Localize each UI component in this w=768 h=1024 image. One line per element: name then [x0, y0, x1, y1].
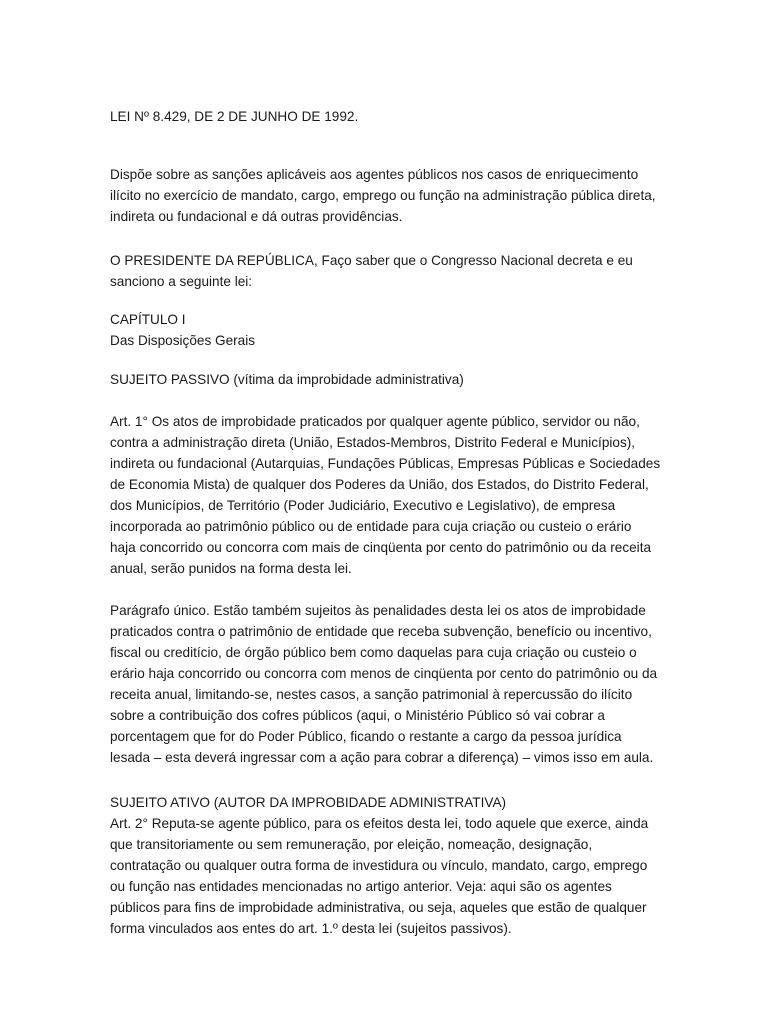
- sole-paragraph-line: erário haja concorrido ou concorra com menos de cinqüenta por cento do patrimônio ou da: [110, 666, 658, 681]
- preamble-paragraph: [110, 250, 670, 292]
- sole-paragraph-line: porcentagem que for do Poder Público, ficando o restante a cargo da pessoa jurídica: [110, 729, 622, 744]
- chapter-number: CAPÍTULO I: [110, 312, 186, 327]
- section-heading-text: SUJEITO ATIVO (AUTOR DA IMPROBIDADE ADMINISTRATIVA): [110, 795, 507, 810]
- article-2-line: públicos para fins de improbidade administrativa, ou seja, aqueles que estão de qualquer: [110, 900, 647, 915]
- article-1-line: contra a administração direta (União, Estados-Membros, Distrito Federal e Municípios),: [110, 435, 636, 450]
- article-1-line: indireta ou fundacional (Autarquias, Fundações Públicas, Empresas Públicas e Sociedades: [110, 456, 661, 471]
- ementa-paragraph: [110, 164, 670, 227]
- sole-paragraph-line: sobre a contribuição dos cofres públicos (aqui, o Ministério Público só vai cobrar a: [110, 708, 605, 723]
- law-title: [110, 106, 670, 127]
- sole-paragraph-line: receita anual, limitando-se, nestes casos, a sanção patrimonial à repercussão do ilícito: [110, 687, 633, 702]
- article-2-line: Art. 2° Reputa-se agente público, para os efeitos desta lei, todo aquele que exerce, ainda: [110, 816, 649, 831]
- ementa-line: Dispõe sobre as sanções aplicáveis aos agentes públicos nos casos de enriquecimento: [110, 167, 639, 182]
- sole-paragraph-line: lesada – esta deverá ingressar com a ação para cobrar a diferença) – vimos isso em aula.: [110, 750, 654, 765]
- article-2-line: ou função nas entidades mencionadas no artigo anterior. Veja: aqui são os agentes: [110, 879, 612, 894]
- article-2-line: contratação ou qualquer outra forma de investidura ou vínculo, mandato, cargo, emprego: [110, 858, 648, 873]
- sole-paragraph: [110, 600, 670, 768]
- section-heading-text: SUJEITO PASSIVO (vítima da improbidade administrativa): [110, 372, 464, 387]
- section-sujeito-ativo: [110, 792, 670, 939]
- article-1-paragraph: [110, 411, 670, 579]
- preamble-line: O PRESIDENTE DA REPÚBLICA, Faço saber que o Congresso Nacional decreta e eu: [110, 253, 633, 268]
- ementa-line: ilícito no exercício de mandato, cargo, emprego ou função na administração pública direta,: [110, 188, 656, 203]
- article-1-line: haja concorrido ou concorra com mais de cinqüenta por cento do patrimônio ou da receita: [110, 540, 652, 555]
- preamble-line: sanciono a seguinte lei:: [110, 274, 253, 289]
- article-1-line: Art. 1° Os atos de improbidade praticados por qualquer agente público, servidor ou não,: [110, 414, 640, 429]
- chapter-title: Das Disposições Gerais: [110, 333, 256, 348]
- sole-paragraph-line: Parágrafo único. Estão também sujeitos às penalidades desta lei os atos de improbidade: [110, 603, 646, 618]
- chapter-heading: [110, 309, 670, 351]
- sole-paragraph-line: fiscal ou creditício, de órgão público bem como daquelas para cuja criação ou custeio o: [110, 645, 637, 660]
- article-1-line: dos Municípios, de Território (Poder Judiciário, Executivo e Legislativo), de empresa: [110, 498, 616, 513]
- article-2-line: que transitoriamente ou sem remuneração, por eleição, nomeação, designação,: [110, 837, 593, 852]
- section-heading-sujeito-passivo: [110, 369, 670, 390]
- article-2-line: forma vinculados aos entes do art. 1.º desta lei (sujeitos passivos).: [110, 921, 512, 936]
- article-1-line: de Economia Mista) de qualquer dos Poderes da União, dos Estados, do Distrito Federal,: [110, 477, 649, 492]
- law-title-text: LEI Nº 8.429, DE 2 DE JUNHO DE 1992.: [110, 109, 359, 124]
- article-1-line: incorporada ao patrimônio público ou de entidade para cuja criação ou custeio o erário: [110, 519, 632, 534]
- ementa-line: indireta ou fundacional e dá outras providências.: [110, 209, 403, 224]
- sole-paragraph-line: praticados contra o patrimônio de entidade que receba subvenção, benefício ou incentivo,: [110, 624, 652, 639]
- article-1-line: anual, serão punidos na forma desta lei.: [110, 561, 352, 576]
